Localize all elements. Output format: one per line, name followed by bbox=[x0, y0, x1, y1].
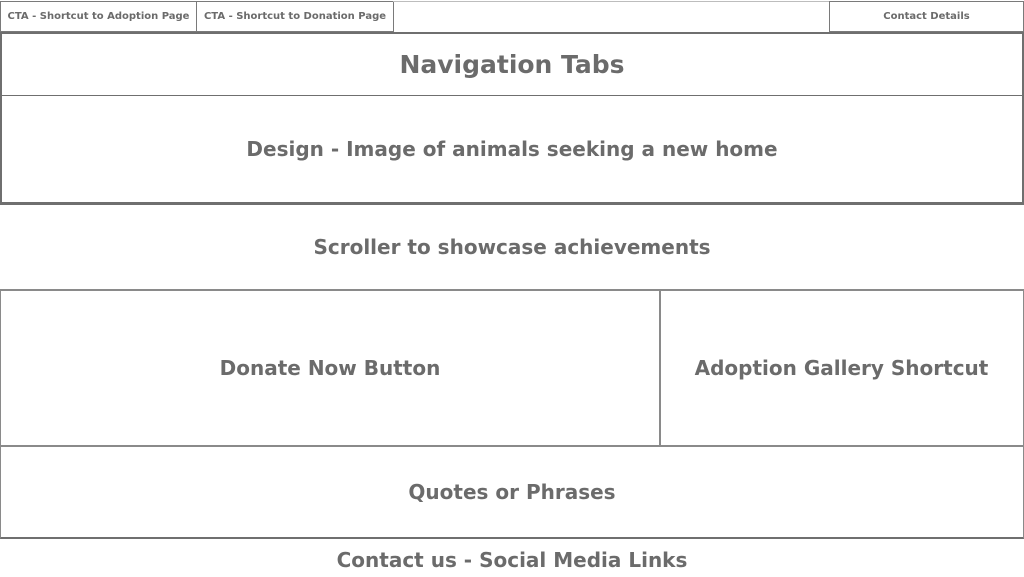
achievements-scroller-section[interactable] bbox=[0, 205, 1024, 291]
cta-adoption-shortcut[interactable] bbox=[0, 1, 197, 32]
achievements-scroller-label: Scroller to showcase achievements bbox=[313, 235, 711, 259]
footer-contact-section[interactable] bbox=[0, 542, 1024, 577]
navigation-tabs-section[interactable] bbox=[0, 32, 1024, 96]
quotes-section bbox=[0, 446, 1024, 539]
hero-image-section bbox=[0, 95, 1024, 205]
adoption-gallery-label: Adoption Gallery Shortcut bbox=[694, 355, 989, 380]
hero-image-label: Design - Image of animals seeking a new home bbox=[246, 136, 778, 161]
donate-now-section[interactable] bbox=[0, 290, 661, 447]
cta-donation-label: CTA - Shortcut to Donation Page bbox=[203, 11, 387, 22]
cta-adoption-label: CTA - Shortcut to Adoption Page bbox=[7, 11, 190, 22]
contact-details-label: Contact Details bbox=[883, 11, 970, 22]
quotes-label: Quotes or Phrases bbox=[408, 479, 616, 504]
contact-details-box[interactable] bbox=[829, 1, 1024, 32]
adoption-gallery-section[interactable] bbox=[660, 290, 1024, 447]
footer-contact-label: Contact us - Social Media Links bbox=[336, 547, 688, 572]
top-divider bbox=[393, 1, 830, 2]
navigation-tabs-label: Navigation Tabs bbox=[399, 50, 625, 79]
cta-donation-shortcut[interactable] bbox=[196, 1, 394, 32]
donate-now-label: Donate Now Button bbox=[219, 355, 441, 380]
